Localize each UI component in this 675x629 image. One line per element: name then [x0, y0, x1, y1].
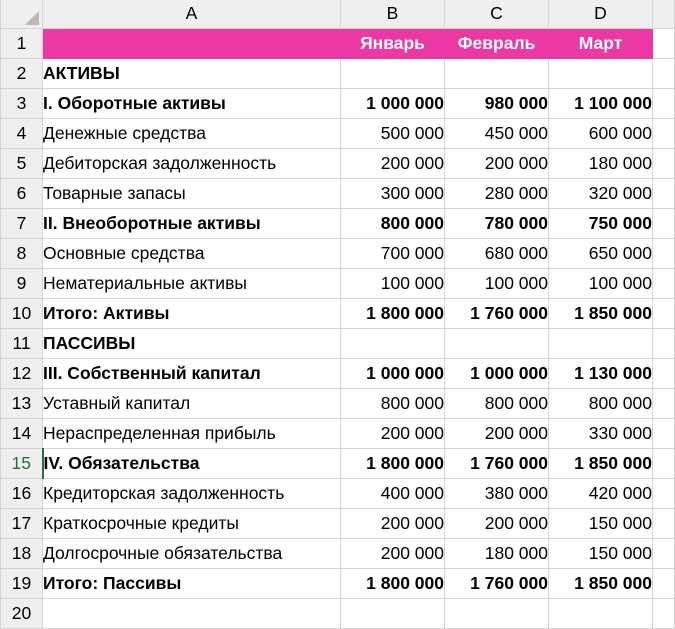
column-header-b[interactable]: B	[341, 0, 445, 29]
table-row	[1, 359, 675, 389]
header-row	[1, 29, 675, 59]
cell-e[interactable]	[653, 479, 675, 509]
cell-value[interactable]: 1 850 000	[549, 449, 653, 479]
cell-value[interactable]: 1 000 000	[341, 359, 445, 389]
table-row	[1, 89, 675, 119]
cell-value[interactable]: 1 000 000	[341, 89, 445, 119]
row-header[interactable]: 16	[1, 479, 43, 509]
cell-value[interactable]: 1 800 000	[341, 569, 445, 599]
table-row	[1, 389, 675, 419]
cell-value[interactable]: 100 000	[549, 269, 653, 299]
cell-value[interactable]: 1 130 000	[549, 359, 653, 389]
cell-value[interactable]: 800 000	[341, 389, 445, 419]
table-row	[1, 239, 675, 269]
cell-value[interactable]: 300 000	[341, 179, 445, 209]
cell-e[interactable]	[653, 389, 675, 419]
column-header-c[interactable]: C	[445, 0, 549, 29]
cell-value[interactable]: 200 000	[341, 509, 445, 539]
cell-e[interactable]	[653, 89, 675, 119]
cell-value[interactable]: 1 760 000	[445, 299, 549, 329]
group-label[interactable]: III. Собственный капитал	[43, 359, 341, 389]
cell-value[interactable]	[549, 329, 653, 359]
cell-value[interactable]: 100 000	[445, 269, 549, 299]
cell-value[interactable]: 200 000	[445, 149, 549, 179]
table-row	[1, 299, 675, 329]
cell-e[interactable]	[653, 269, 675, 299]
cell-e[interactable]	[653, 599, 675, 629]
cell-value[interactable]: 1 100 000	[549, 89, 653, 119]
cell-e[interactable]	[653, 419, 675, 449]
row-header[interactable]: 5	[1, 149, 43, 179]
total-label[interactable]: Итого: Активы	[43, 299, 341, 329]
cell-value[interactable]: 450 000	[445, 119, 549, 149]
table-row	[1, 599, 675, 629]
cell-a1[interactable]	[43, 29, 341, 59]
row-header[interactable]: 6	[1, 179, 43, 209]
cell-value[interactable]: 1 800 000	[341, 449, 445, 479]
group-label[interactable]: I. Оборотные активы	[43, 89, 341, 119]
item-label[interactable]: Краткосрочные кредиты	[43, 509, 341, 539]
item-label[interactable]: Долгосрочные обязательства	[43, 539, 341, 569]
row-header[interactable]: 20	[1, 599, 43, 629]
item-label[interactable]: Товарные запасы	[43, 179, 341, 209]
table-row	[1, 59, 675, 89]
row-header[interactable]: 3	[1, 89, 43, 119]
cell-value[interactable]: 1 850 000	[549, 569, 653, 599]
cell-value[interactable]: 200 000	[445, 419, 549, 449]
cell-value[interactable]	[549, 599, 653, 629]
cell-e[interactable]	[653, 569, 675, 599]
item-label[interactable]: Основные средства	[43, 239, 341, 269]
cell-value[interactable]: 980 000	[445, 89, 549, 119]
cell-value[interactable]: 200 000	[341, 539, 445, 569]
month-header-january[interactable]: Январь	[341, 29, 445, 59]
cell-value[interactable]: 1 800 000	[341, 299, 445, 329]
total-label[interactable]: Итого: Пассивы	[43, 569, 341, 599]
cell-value[interactable]	[341, 59, 445, 89]
row-header[interactable]: 14	[1, 419, 43, 449]
cell-value[interactable]: 800 000	[341, 209, 445, 239]
item-label[interactable]: Уставный капитал	[43, 389, 341, 419]
cell-value[interactable]	[445, 59, 549, 89]
row-header[interactable]: 4	[1, 119, 43, 149]
select-all-triangle-icon	[25, 11, 39, 25]
cell-e[interactable]	[653, 59, 675, 89]
table-row	[1, 149, 675, 179]
cell-e[interactable]	[653, 449, 675, 479]
group-label[interactable]: IV. Обязательства	[43, 449, 341, 479]
cell-value[interactable]	[341, 329, 445, 359]
cell-value[interactable]: 1 760 000	[445, 449, 549, 479]
cell-value[interactable]: 200 000	[445, 509, 549, 539]
section-label-assets[interactable]: АКТИВЫ	[43, 59, 341, 89]
table-row	[1, 209, 675, 239]
cell-value[interactable]: 800 000	[445, 389, 549, 419]
table-row	[1, 419, 675, 449]
cell-value[interactable]: 500 000	[341, 119, 445, 149]
table-row	[1, 329, 675, 359]
cell-value[interactable]: 600 000	[549, 119, 653, 149]
month-header-february[interactable]: Февраль	[445, 29, 549, 59]
group-label[interactable]: II. Внеоборотные активы	[43, 209, 341, 239]
item-label[interactable]: Кредиторская задолженность	[43, 479, 341, 509]
row-header[interactable]: 17	[1, 509, 43, 539]
item-label[interactable]	[43, 599, 341, 629]
cell-value[interactable]: 400 000	[341, 479, 445, 509]
cell-value[interactable]	[445, 329, 549, 359]
cell-e[interactable]	[653, 119, 675, 149]
cell-value[interactable]: 100 000	[341, 269, 445, 299]
item-label[interactable]: Нераспределенная прибыль	[43, 419, 341, 449]
table-row	[1, 509, 675, 539]
cell-value[interactable]	[445, 599, 549, 629]
cell-e[interactable]	[653, 299, 675, 329]
cell-value[interactable]: 700 000	[341, 239, 445, 269]
row-header[interactable]: 2	[1, 59, 43, 89]
cell-e[interactable]	[653, 359, 675, 389]
cell-value[interactable]: 180 000	[549, 149, 653, 179]
cell-e[interactable]	[653, 149, 675, 179]
table-row	[1, 179, 675, 209]
item-label[interactable]: Дебиторская задолженность	[43, 149, 341, 179]
cell-value[interactable]	[549, 59, 653, 89]
row-header[interactable]: 13	[1, 389, 43, 419]
cell-e[interactable]	[653, 509, 675, 539]
table-row	[1, 119, 675, 149]
table-row	[1, 449, 675, 479]
cell-e[interactable]	[653, 329, 675, 359]
cell-e[interactable]	[653, 209, 675, 239]
column-header-row	[1, 0, 675, 29]
month-header-march[interactable]: Март	[549, 29, 653, 59]
cell-value[interactable]: 320 000	[549, 179, 653, 209]
table-row	[1, 569, 675, 599]
column-header-e[interactable]	[653, 0, 675, 29]
row-header[interactable]: 10	[1, 299, 43, 329]
row-header[interactable]: 1	[1, 29, 43, 59]
row-header[interactable]: 9	[1, 269, 43, 299]
cell-value[interactable]: 200 000	[341, 419, 445, 449]
cell-value[interactable]: 150 000	[549, 509, 653, 539]
row-header[interactable]: 7	[1, 209, 43, 239]
section-label-liabilities[interactable]: ПАССИВЫ	[43, 329, 341, 359]
cell-value[interactable]: 330 000	[549, 419, 653, 449]
cell-e[interactable]	[653, 539, 675, 569]
column-header-a[interactable]: A	[43, 0, 341, 29]
cell-value[interactable]: 800 000	[549, 389, 653, 419]
table-row	[1, 479, 675, 509]
row-header[interactable]: 8	[1, 239, 43, 269]
cell-value[interactable]: 780 000	[445, 209, 549, 239]
cell-value[interactable]: 420 000	[549, 479, 653, 509]
row-header[interactable]: 18	[1, 539, 43, 569]
cell-value[interactable]: 150 000	[549, 539, 653, 569]
cell-value[interactable]: 680 000	[445, 239, 549, 269]
cell-value[interactable]: 1 760 000	[445, 569, 549, 599]
cell-value[interactable]: 280 000	[445, 179, 549, 209]
row-header[interactable]: 11	[1, 329, 43, 359]
cell-e[interactable]	[653, 29, 675, 59]
cell-e[interactable]	[653, 179, 675, 209]
row-header[interactable]: 19	[1, 569, 43, 599]
cell-e[interactable]	[653, 239, 675, 269]
cell-value[interactable]: 650 000	[549, 239, 653, 269]
item-label[interactable]: Нематериальные активы	[43, 269, 341, 299]
cell-value[interactable]: 1 000 000	[445, 359, 549, 389]
select-all-button[interactable]	[1, 0, 43, 29]
cell-value[interactable]: 750 000	[549, 209, 653, 239]
table-row	[1, 539, 675, 569]
column-header-d[interactable]: D	[549, 0, 653, 29]
item-label[interactable]: Денежные средства	[43, 119, 341, 149]
row-header-active[interactable]: 15	[1, 449, 43, 479]
table-row	[1, 269, 675, 299]
row-header[interactable]: 12	[1, 359, 43, 389]
cell-value[interactable]: 1 850 000	[549, 299, 653, 329]
cell-value[interactable]	[341, 599, 445, 629]
cell-value[interactable]: 200 000	[341, 149, 445, 179]
cell-value[interactable]: 380 000	[445, 479, 549, 509]
cell-value[interactable]: 180 000	[445, 539, 549, 569]
